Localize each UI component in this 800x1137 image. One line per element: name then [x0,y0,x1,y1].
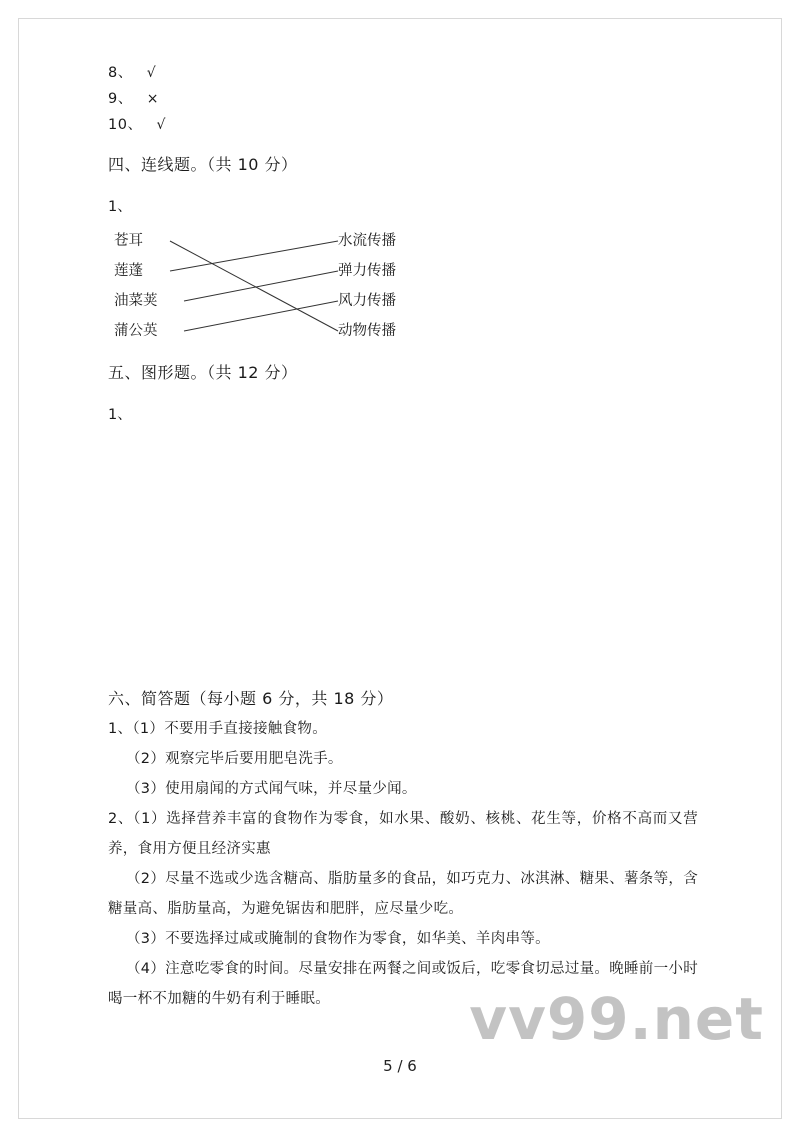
figure-item-number: 1、 [108,407,132,423]
figure-blank-area [108,428,698,678]
list-item [108,112,698,138]
answer-number: 9、 [108,91,133,107]
watermark: vv99.net [469,985,764,1053]
answer-paragraph: （4）注意吃零食的时间。尽量安排在两餐之间或饭后，吃零食切忌过量。晚睡前一小时喝一杯不加糖的牛奶有利于睡眠。 [108,961,698,1007]
section-heading-figure: 五、图形题。（共 12 分） [108,363,298,382]
matching-exercise [114,226,424,346]
answer-paragraph: （3）使用扇闻的方式闻气味，并尽量少闻。 [126,781,417,797]
list-item [108,86,698,112]
answer-paragraph: （2）观察完毕后要用肥皂洗手。 [126,751,343,767]
list-item[interactable]: 油菜荚 [114,293,158,309]
list-item[interactable]: 蒲公英 [114,323,158,339]
matching-left-column [114,226,198,346]
answer-number: 8、 [108,65,133,81]
check-icon: √ [146,65,157,81]
section-heading-short-answer: 六、简答题（每小题 6 分，共 18 分） [108,689,394,708]
answer-number: 10、 [108,117,143,133]
list-item[interactable]: 风力传播 [338,293,396,309]
list-item[interactable]: 莲蓬 [114,263,143,279]
answer-paragraph: （2）尽量不选或少选含糖高、脂肪量多的食品，如巧克力、冰淇淋、糖果、薯条等，含糖量高、脂肪量高，为避免锯齿和肥胖，应尽量少吃。 [108,871,698,917]
page-number: 5 / 6 [383,1057,417,1075]
list-item[interactable]: 苍耳 [114,233,143,249]
check-icon: √ [156,117,166,133]
answer-paragraph: （3）不要选择过咸或腌制的食物作为零食，如华美、羊肉串等。 [126,931,550,947]
matching-item-number: 1、 [108,199,132,215]
page-content [108,60,698,1014]
answer-paragraph: 2、（1）选择营养丰富的食物作为零食，如水果、酸奶、核桃、花生等，价格不高而又营养，食用方便且经济实惠 [108,811,698,857]
list-item[interactable]: 动物传播 [338,323,396,339]
section-heading-matching: 四、连线题。（共 10 分） [108,155,298,174]
true-false-answer-list [108,60,698,138]
cross-icon: × [146,91,159,107]
list-item[interactable]: 水流传播 [338,233,396,249]
answer-paragraph: 1、（1）不要用手直接接触食物。 [108,721,327,737]
list-item[interactable]: 弹力传播 [338,263,396,279]
matching-right-column [338,226,428,346]
list-item [108,60,698,86]
